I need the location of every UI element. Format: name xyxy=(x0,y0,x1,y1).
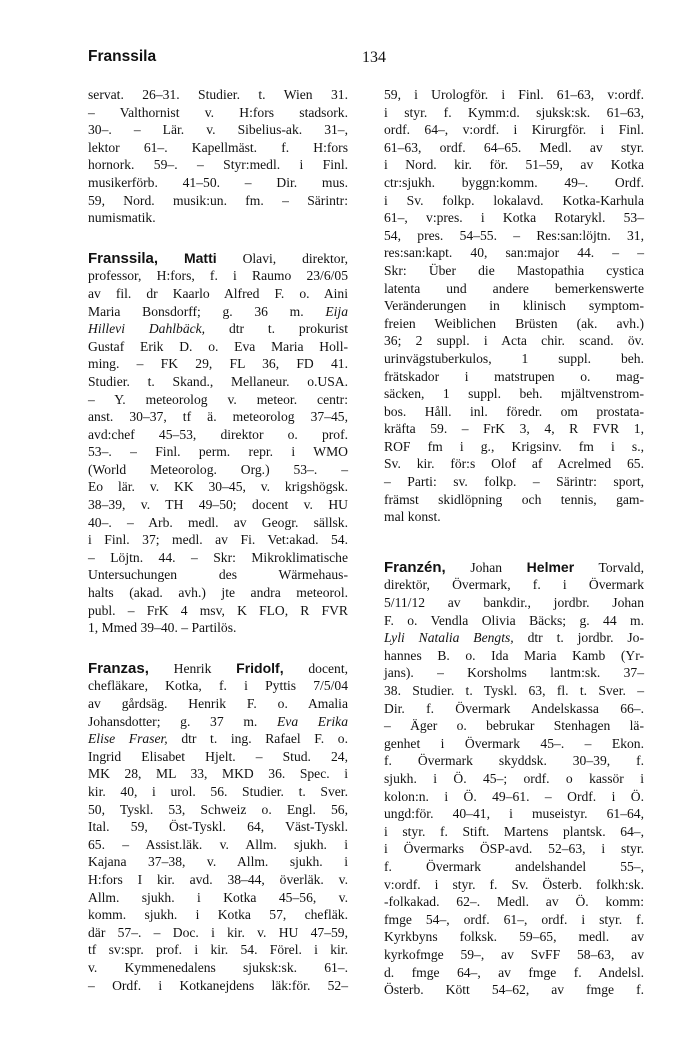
text-line: bos. Håll. inl. föredr. om prostata- xyxy=(384,403,644,419)
entry-body xyxy=(88,86,348,227)
text-line: kräfta 59. – FrK 3, 4, R FVR 1, xyxy=(384,421,644,437)
entry-body xyxy=(88,267,348,302)
text-line: latenta und andere bemerkenswerte xyxy=(384,280,644,296)
text-line: 30–. – Lär. v. Sibelius-ak. 31–, xyxy=(88,122,348,138)
text-line: ming. – FK 29, FL 36, FD 41. xyxy=(88,356,348,372)
entry-body-cont xyxy=(88,748,348,994)
text-line: 61–, v:pres. i Kotka Rotarykl. 53– xyxy=(384,210,644,226)
text-line: säcken, 1 suppl. beh. mjältvenstrom- xyxy=(384,386,644,402)
entry-surname: Franssila, xyxy=(88,249,159,267)
text-line: Johansdotter; g. 37 m. xyxy=(88,713,258,729)
text-line: res:san:kapt. 40, san:major 44. – – xyxy=(384,245,644,261)
entry-body-cont xyxy=(384,647,644,999)
text-line: 61–63, ordf. 64–65. Medl. av styr. xyxy=(384,139,644,155)
text-line: Ingrid Elisabet Hjelt. – Stud. 24, xyxy=(88,748,348,764)
text-line: av gårdsäg. Henrik F. o. Amalia xyxy=(88,696,348,711)
entry-franzen-helmer xyxy=(384,559,644,999)
text-line: Ital. 59, Öst-Tyskl. 64, Väst-Tyskl. xyxy=(88,819,348,835)
text-line: Kyrkbyns folksk. 59–65, medl. av xyxy=(384,929,644,945)
text-line: Gustaf Erik D. o. Eva Maria Holl- xyxy=(88,338,348,354)
text-line: Skr: Über die Mastopathia cystica xyxy=(384,262,644,278)
text-line: servat. 26–31. Studier. t. Wien 31. xyxy=(88,87,348,102)
entry-line-spouse-cont xyxy=(88,320,348,338)
page-header xyxy=(88,48,644,74)
text-line: – Äger o. bebrukar Stenhagen lä- xyxy=(384,718,644,734)
entry-line-spouse xyxy=(88,713,348,731)
entry-heading-rest: Olavi, direktor, xyxy=(216,250,348,266)
entry-callname: Helmer xyxy=(526,558,575,575)
entry-heading-rest: Torvald, xyxy=(574,559,645,575)
text-line: i Finl. 37; medl. av Fi. Vet:akad. 54. xyxy=(88,532,348,548)
spouse-name: Lyli Natalia Bengts, xyxy=(384,630,514,646)
text-line: frätskador i matstrupen o. mag- xyxy=(384,368,644,384)
text-line: MK 28, ML 33, MKD 36. Spec. i xyxy=(88,766,348,782)
text-line: Eo lär. v. KK 30–45, v. krigshögsk. xyxy=(88,479,348,495)
text-line: chefläkare, Kotka, f. i Pyttis 7/5/04 xyxy=(88,678,348,694)
text-line: komm. sjukh. i Kotka 57, chefläk. xyxy=(88,907,348,923)
text-line: publ. – FrK 4 msv, K FLO, R FVR xyxy=(88,602,348,618)
text-line: av fil. dr Kaarlo Alfred F. o. Aini xyxy=(88,285,348,301)
entry-heading xyxy=(88,250,348,268)
text-line: kir. 40, i urol. 56. Studier. t. Sver. xyxy=(88,783,348,799)
entry-surname: Franzén, xyxy=(384,558,446,576)
text-line: 40–. – Arb. medl. av Geogr. sällsk. xyxy=(88,514,348,530)
entry-firstname: Johan xyxy=(445,559,527,575)
text-line: v:ordf. i styr. f. Sv. Österb. folkh:sk. xyxy=(384,876,644,892)
text-line: i styr. f. Kymm:d. sjuksk:sk. 61–63, xyxy=(384,104,644,120)
spouse-rest: dtr t. ing. Rafael F. o. xyxy=(167,731,348,747)
continued-entry xyxy=(384,86,644,526)
text-line: Veränderungen in klinisch symptom- xyxy=(384,298,644,314)
text-line: i Övermarks ÖSP-avd. 52–63, i styr. xyxy=(384,841,644,857)
text-line: freien Weiblichen Brüsten (ak. avh.) xyxy=(384,315,644,331)
text-line: halts (akad. avh.) jte andra meteorol. xyxy=(88,585,348,601)
text-line: 53–. – Finl. perm. repr. i WMO xyxy=(88,444,348,460)
text-line: musikerförb. 41–50. – Dir. mus. xyxy=(88,174,348,190)
entry-body-cont xyxy=(88,338,348,637)
text-line: 5/11/12 av bankdir., jordbr. Johan xyxy=(384,595,644,611)
left-column xyxy=(88,86,348,1017)
text-line: fmge 54–, ordf. 61–, ordf. i styr. f. xyxy=(384,911,644,927)
text-line: i styr. f. Stift. Martens plantsk. 64–, xyxy=(384,823,644,839)
spouse-name-cont: Hillevi Dahlbäck, xyxy=(88,321,206,337)
text-line: f. Övermark skyddsk. 30–39, f. xyxy=(384,753,644,769)
text-line: hannes B. o. Ida Maria Kamb (Yr- xyxy=(384,647,644,663)
text-line: i Nord. kir. för. 51–59, av Kotka xyxy=(384,157,644,173)
entry-line-spouse-cont xyxy=(88,730,348,748)
text-line: 1, Mmed 39–40. – Partilös. xyxy=(88,620,237,636)
text-line: Allm. sjukh. i Kotka 45–56, v. xyxy=(88,889,348,905)
text-line: sjukh. i Ö. 45–; ordf. o kassör i xyxy=(384,770,644,786)
running-head: Franssila xyxy=(88,48,157,65)
text-line: 50, Tyskl. 53, Schweiz o. Engl. 56, xyxy=(88,801,348,817)
text-line: Studier. t. Skand., Mellaneur. o.USA. xyxy=(88,373,348,389)
spouse-rest: dtr t. prokurist xyxy=(205,321,348,337)
spouse-name: Eva Erika xyxy=(276,713,348,729)
text-line: 38–39, v. TH 49–50; docent v. HU xyxy=(88,497,348,513)
text-line: urinvägstuberkulos, 1 suppl. beh. xyxy=(384,350,644,366)
text-line: mal konst. xyxy=(384,509,441,525)
text-line: i Sv. folkp. lokalavd. Kotka-Karhula xyxy=(384,192,644,208)
entry-heading xyxy=(384,559,644,577)
text-line: v. Kymmenedalens sjuksk:sk. 61–. xyxy=(88,959,348,975)
text-line: Kajana 37–38, v. Allm. sjukh. i xyxy=(88,854,348,870)
entry-line-spouse xyxy=(88,303,348,321)
text-line: Untersuchungen des Wärmehaus- xyxy=(88,567,348,583)
text-line: anst. 30–37, tf ä. meteorolog 37–45, xyxy=(88,409,348,425)
text-line: ROF fm i g., Krigsinv. fm i s., xyxy=(384,438,644,454)
text-line: 38. Studier. t. Tyskl. 63, fl. t. Sver. – xyxy=(384,683,644,698)
text-line: ctr:sjukh. byggn:komm. 49–. Ordf. xyxy=(384,174,644,190)
text-line: Dir. f. Övermark Andelskassa 66–. xyxy=(384,700,644,716)
text-line: Sv. kir. för:s Olof af Acrelmed 65. xyxy=(384,456,644,472)
entry-franssila-matti xyxy=(88,250,348,637)
entry-firstname: Henrik xyxy=(148,660,237,676)
continued-entry xyxy=(88,86,348,227)
text-line: – Y. meteorolog v. meteor. centr: xyxy=(88,391,348,407)
text-line: 54, pres. 54–55. – Res:san:löjtn. 31, xyxy=(384,227,644,243)
text-line: ordf. 64–, v:ordf. i Kirurgför. i Finl. xyxy=(384,122,644,138)
page-number: 134 xyxy=(362,49,386,66)
text-line: -folkakad. 62–. Medl. av Ö. komm: xyxy=(384,894,644,910)
text-line: professor, H:fors, f. i Raumo 23/6/05 xyxy=(88,268,348,284)
text-line: avd:chef 45–53, direktor o. prof. xyxy=(88,426,348,442)
entry-heading-rest: docent, xyxy=(283,660,348,676)
text-line: – Valthornist v. H:fors stadsork. xyxy=(88,104,348,120)
text-line: H:fors I kir. avd. 38–44, överläk. v. xyxy=(88,871,348,887)
spouse-name: Eija xyxy=(325,303,348,319)
text-line: d. fmge 64–, av fmge f. Andelsl. xyxy=(384,964,644,980)
spouse-name-cont: Elise Fraser, xyxy=(88,731,168,747)
text-line: 65. – Assist.läk. v. Allm. sjukh. i xyxy=(88,836,348,852)
entry-surname: Franzas, xyxy=(88,659,149,677)
entry-body xyxy=(384,576,644,629)
text-line: – Parti: sv. folkp. – Särintr: sport, xyxy=(384,474,644,490)
text-line: lektor 61–. Kapellmäst. f. H:fors xyxy=(88,139,348,155)
text-line: (World Meteorolog. Org.) 53–. – xyxy=(88,461,348,477)
text-line: genhet i Övermark 45–. – Ekon. xyxy=(384,735,644,751)
text-line: 59, Nord. musik:un. fm. – Särintr: xyxy=(88,192,348,208)
text-line: 36; 2 suppl. i Acta chir. scand. öv. xyxy=(384,333,644,349)
entry-callname: Matti xyxy=(183,249,217,266)
text-line: – Löjtn. 44. – Skr: Mikroklimatische xyxy=(88,549,348,565)
text-line: där 57–. – Doc. i kir. v. HU 47–59, xyxy=(88,924,348,940)
entry-heading xyxy=(88,660,348,678)
text-line: hornork. 59–. – Styr:medl. i Finl. xyxy=(88,157,348,173)
text-line: Österb. Kött 54–62, av fmge f. xyxy=(384,982,644,998)
text-line: kyrkofmge 59–, av SvFF 58–63, av xyxy=(384,946,644,962)
text-line: Maria Bonsdorff; g. 36 m. xyxy=(88,303,304,319)
entry-body xyxy=(384,86,644,526)
right-column xyxy=(384,86,644,1022)
spouse-rest: dtr t. jordbr. Jo- xyxy=(513,630,644,646)
text-line: främst skidlöpning och tennis, gam- xyxy=(384,491,644,507)
text-line: ungd:för. 40–41, i museistyr. 61–64, xyxy=(384,806,644,822)
text-line: direktör, Övermark, f. i Övermark xyxy=(384,577,644,593)
text-line: – Ordf. i Kotkanejdens läk:för. 52– xyxy=(88,977,348,993)
text-line: f. Övermark andelshandel 55–, xyxy=(384,858,644,874)
entry-body xyxy=(88,677,348,712)
text-line: tf sv:spr. prof. i kir. 54. Förel. i kir. xyxy=(88,942,348,958)
entry-callname: Fridolf, xyxy=(236,659,284,676)
text-line: 59, i Urologför. i Finl. 61–63, v:ordf. xyxy=(384,87,644,102)
text-line: kolon:n. i Ö. 49–61. – Ordf. i Ö. xyxy=(384,788,644,804)
text-line: numismatik. xyxy=(88,210,156,226)
text-line: F. o. Vendla Olivia Bäcks; g. 44 m. xyxy=(384,612,644,628)
entry-line-spouse xyxy=(384,629,644,647)
text-line: jans). – Korsholms lantm:sk. 37– xyxy=(384,665,644,681)
entry-franzas-fridolf xyxy=(88,660,348,994)
